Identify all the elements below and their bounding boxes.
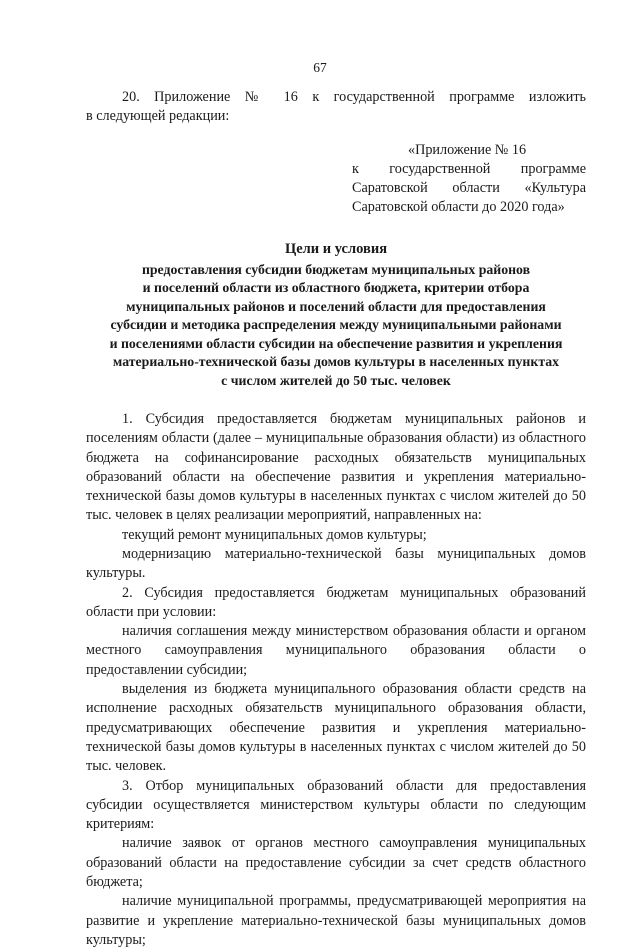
appendix-ref-line-2: к государственной программе (352, 160, 586, 177)
amendment-line-2: в следующей редакции: (86, 108, 230, 125)
amendment-line-1: 20. Приложение № 16 к государственной программе изложить (122, 89, 586, 105)
title-line: субсидии и методика распределения между муниципальными районами (110, 317, 562, 333)
document-body (86, 410, 586, 950)
appendix-reference (352, 141, 586, 218)
paragraph-selection-criteria: 3. Отбор муниципальных образований области для предоставления субсидии осуществляется министерством культуры области по следующим критериям: (86, 777, 586, 833)
paragraph-item: модернизацию материально-технической базы муниципальных домов культуры. (86, 546, 586, 582)
paragraph-item: наличие заявок от органов местного самоуправления муниципальных образований области на предоставление субсидии за счет средств областного бюджета; (86, 835, 586, 891)
paragraph-item: наличия соглашения между министерством образования области и органом местного самоуправления муниципального образования области о предоставлении субсидии; (86, 623, 586, 678)
title-line: и поселениями области субсидии на обеспечение развития и укрепления (109, 335, 563, 351)
paragraph-item: наличие муниципальной программы, предусматривающей мероприятия на развитие и укрепление материально-технической базы муниципальных домов культуры; (86, 893, 586, 948)
page-number: 67 (313, 60, 327, 75)
document-title (86, 240, 586, 390)
paragraph-item: выделения из бюджета муниципального образования области средств на исполнение расходных обязательств муниципального образования области, предусматривающих обеспечение развития и укрепления материально-технической базы домов культуры в населенных пунктах с числом жителей до 50 тыс. человек. (86, 681, 586, 775)
title-line: материально-технической базы домов культуры в населенных пунктах (112, 354, 560, 370)
appendix-ref-line-4: Саратовской области до 2020 года» (352, 199, 565, 216)
appendix-ref-line-3: Саратовской области «Культура (352, 180, 586, 197)
title-line: и поселений области из областного бюджета, критерии отбора (142, 280, 530, 296)
paragraph-item: текущий ремонт муниципальных домов культуры; (122, 526, 427, 543)
title-line: предоставления субсидии бюджетам муниципальных районов (141, 262, 531, 278)
title-line: с числом жителей до 50 тыс. человек (221, 372, 451, 388)
paragraph-subsidy-purpose: 1. Субсидия предоставляется бюджетам муниципальных районов и поселениям области (далее – муниципальные образования области) из областного бюджета на софинансирование расходных обязательств муниципальных образований области на обеспечение развития и укрепления материально-технической базы домов культуры в населенных пунктах с числом жителей до 50 тыс. человек в целях реализации мероприятий, направленных на: (86, 410, 586, 524)
appendix-ref-line-1: «Приложение № 16 (408, 141, 527, 158)
title-main: Цели и условия (284, 240, 388, 257)
paragraph-subsidy-conditions: 2. Субсидия предоставляется бюджетам муниципальных образований области при условии: (86, 584, 586, 620)
document-content (86, 88, 586, 950)
title-line: муниципальных районов и поселений области для предоставления (126, 298, 546, 314)
